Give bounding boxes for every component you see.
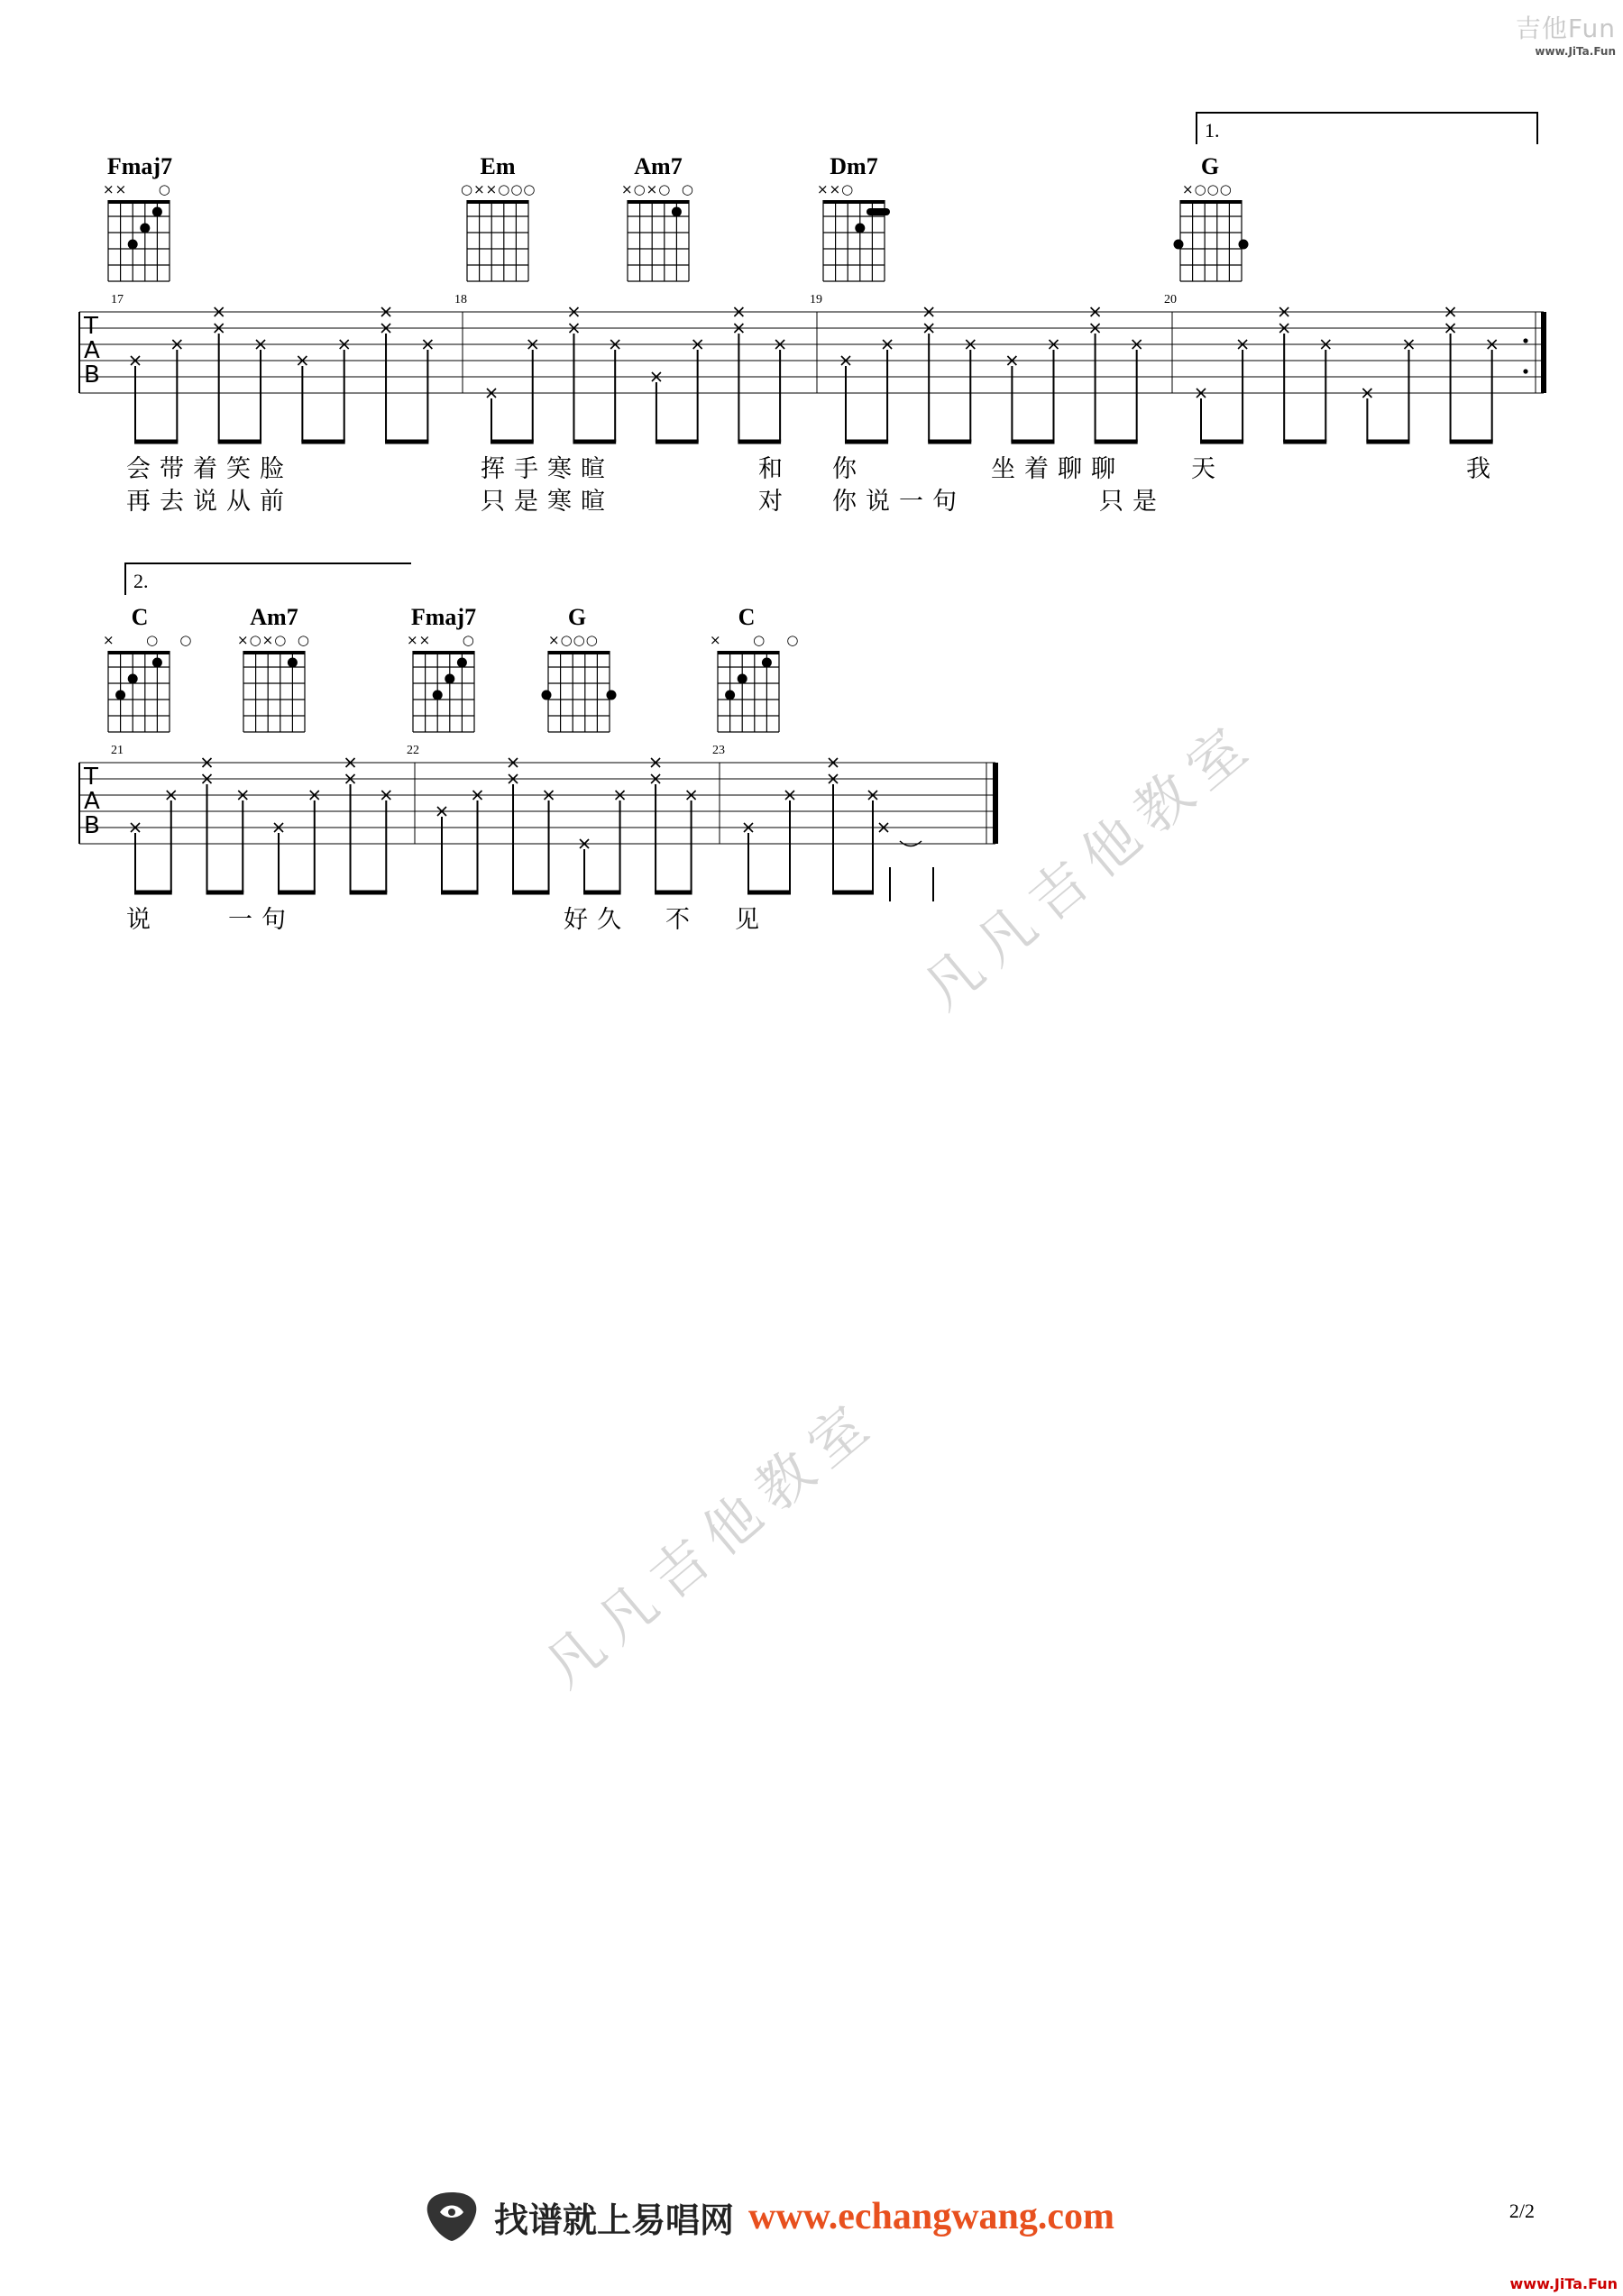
lyric: 一句 (228, 906, 295, 934)
footer-brand (424, 2191, 1114, 2243)
chord-diagram-c (108, 651, 170, 732)
lyric: 会带着笑脸 (126, 455, 293, 483)
top-watermark-url: www.JiTa.Fun (1535, 45, 1616, 58)
chord-diagram-fmaj7 (413, 651, 474, 732)
lyric: 坐着聊聊 (991, 455, 1124, 483)
chord-diagram-am7 (628, 200, 689, 281)
lyric: 我 (1466, 455, 1499, 483)
string-marks: ×× ○ (407, 632, 475, 648)
lyric: 挥手寒暄 (481, 455, 614, 483)
chord-name: G (567, 604, 587, 630)
chord-diagram-g (1174, 200, 1249, 281)
top-watermark-logo: 吉他Fun (1515, 14, 1616, 43)
string-marks: ×○×○ ○ (621, 181, 694, 197)
diagonal-watermark: 凡凡吉他教室 (532, 1385, 890, 1700)
chord-name: Fmaj7 (106, 153, 173, 179)
diagonal-watermark: 凡凡吉他教室 (911, 707, 1269, 1022)
lyric: 不 (665, 906, 699, 934)
chord-name: Fmaj7 (410, 604, 477, 630)
lyric: 只是 (1099, 488, 1166, 516)
tab-clef: T A B (84, 313, 100, 389)
string-marks: ×○×○ ○ (237, 632, 310, 648)
chord-name: C (131, 604, 149, 630)
lyric: 好久 (564, 906, 630, 934)
lyric: 你说一句 (832, 488, 966, 516)
chord-name: Am7 (250, 604, 298, 630)
footer-url-link[interactable]: www.echangwang.com (748, 2196, 1115, 2237)
lyric: 见 (735, 906, 768, 934)
lyric: 再去说从前 (126, 488, 293, 516)
footer-slogan: 找谱就上易唱网 (494, 2200, 735, 2240)
volta-2: 2. (124, 563, 411, 595)
chord-diagram-em (467, 200, 528, 281)
chord-diagram-am7 (243, 651, 305, 732)
bar-number: 23 (712, 744, 725, 757)
bar-number: 18 (454, 293, 467, 306)
lyric: 对 (758, 488, 792, 516)
chord-diagram-dm7 (823, 200, 890, 281)
page-number: 2/2 (1508, 2200, 1535, 2222)
string-marks: × ○ ○ (103, 632, 193, 648)
chord-diagram-c (718, 651, 779, 732)
bottom-watermark: www.JiTa.Fun (1509, 2275, 1618, 2292)
chord-diagram-g (542, 651, 617, 732)
string-marks: ×○○○ (548, 632, 599, 648)
volta-1: 1. (1196, 112, 1538, 144)
chord-name: Dm7 (830, 153, 878, 179)
lyric: 只是寒暄 (481, 488, 614, 516)
chord-name: Am7 (634, 153, 683, 179)
chord-diagram-fmaj7 (108, 200, 170, 281)
bar-number: 22 (407, 744, 419, 757)
chord-name: C (738, 604, 756, 630)
bar-number: 20 (1164, 293, 1177, 306)
bar-number: 21 (111, 744, 124, 757)
string-marks: × ○ ○ (710, 632, 800, 648)
chord-name: Em (480, 153, 516, 179)
lyric: 你 (832, 455, 866, 483)
string-marks: ××○ (817, 181, 855, 197)
string-marks: ×× ○ (103, 181, 171, 197)
lyric: 和 (758, 455, 792, 483)
guitar-pick-logo-icon (424, 2191, 480, 2243)
bar-number: 19 (810, 293, 822, 306)
tab-staff-2 (79, 763, 995, 844)
string-marks: ○××○○○ (461, 181, 536, 197)
tab-staff-1 (79, 312, 1544, 393)
lyric: 天 (1191, 455, 1224, 483)
string-marks: ×○○○ (1182, 181, 1233, 197)
chord-name: G (1200, 153, 1220, 179)
lyric: 说 (126, 906, 160, 934)
bar-number: 17 (111, 293, 124, 306)
tab-clef: T A B (84, 764, 100, 839)
